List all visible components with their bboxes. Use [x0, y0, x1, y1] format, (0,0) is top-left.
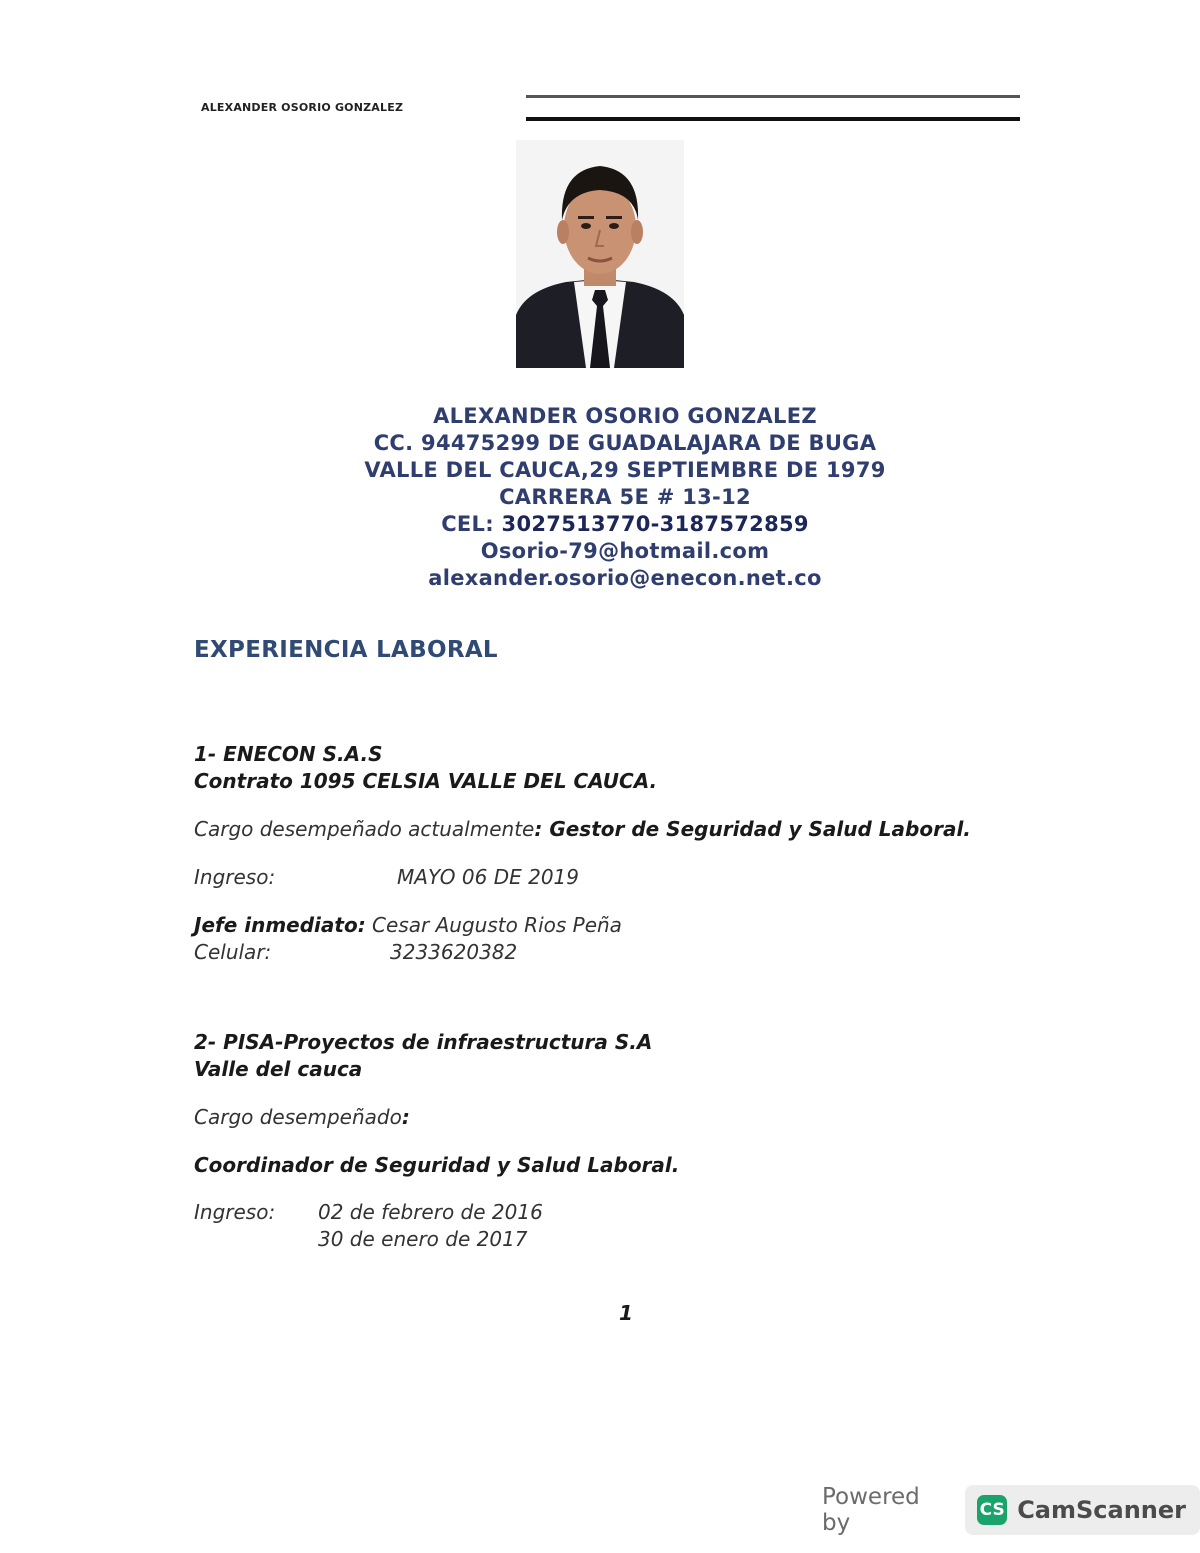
contact-cel-line — [300, 511, 950, 538]
camscanner-logo-box — [965, 1485, 1200, 1535]
job1-role-colon: : — [534, 817, 543, 841]
camscanner-brand: CamScanner — [1017, 1496, 1186, 1524]
job2-role-label: Cargo desempeñado — [194, 1105, 402, 1129]
job2-start-label: Ingreso: — [194, 1200, 276, 1224]
header-rule-thin — [526, 95, 1020, 98]
camscanner-badge — [822, 1484, 1200, 1536]
job1-role-label: Cargo desempeñado actualmente — [194, 817, 535, 841]
header-rule-thick — [526, 117, 1020, 121]
contact-id-line: CC. 94475299 DE GUADALAJARA DE BUGA — [373, 431, 877, 455]
contact-block — [300, 403, 950, 592]
job1-phone-label: Celular: — [194, 940, 272, 964]
job1-boss-value: Cesar Augusto Rios Peña — [365, 913, 622, 937]
job1-contract: Contrato 1095 CELSIA VALLE DEL CAUCA. — [194, 769, 658, 793]
job1-start-label: Ingreso: — [194, 865, 276, 889]
job2-company: 2- PISA-Proyectos de infraestructura S.A — [194, 1030, 653, 1054]
job1-role-value: Gestor de Seguridad y Salud Laboral. — [542, 817, 971, 841]
job1-role-line — [194, 816, 971, 843]
job2-role-label-line — [194, 1104, 410, 1131]
camscanner-logo-icon: CS — [977, 1495, 1007, 1525]
page-number: 1 — [619, 1301, 633, 1325]
powered-by-label: Powered by — [822, 1484, 920, 1536]
contact-birth-line: VALLE DEL CAUCA,29 SEPTIEMBRE DE 1979 — [364, 458, 886, 482]
job2-role-colon: : — [401, 1105, 410, 1129]
job1-boss-line — [194, 912, 622, 939]
job2-start-value: 02 de febrero de 2016 — [318, 1200, 543, 1224]
section-title-experience: EXPERIENCIA LABORAL — [194, 637, 498, 663]
profile-photo — [516, 140, 684, 368]
job2-end-value: 30 de enero de 2017 — [318, 1227, 528, 1251]
job2-location: Valle del cauca — [194, 1057, 363, 1081]
contact-email-1: Osorio-79@hotmail.com — [480, 539, 770, 563]
contact-cel-label: CEL: — [441, 512, 502, 536]
job1-company: 1- ENECON S.A.S — [194, 742, 383, 766]
contact-cel-numbers: 3027513770-3187572859 — [501, 512, 809, 536]
contact-address: CARRERA 5E # 13-12 — [499, 485, 751, 509]
contact-email-2: alexander.osorio@enecon.net.co — [428, 566, 822, 590]
job1-start-value: MAYO 06 DE 2019 — [397, 865, 580, 889]
job2-role-value: Coordinador de Seguridad y Salud Laboral. — [194, 1153, 680, 1177]
header-name: ALEXANDER OSORIO GONZALEZ — [201, 101, 404, 114]
contact-name: ALEXANDER OSORIO GONZALEZ — [433, 404, 817, 428]
job1-phone-value: 3233620382 — [390, 940, 518, 964]
job1-boss-label: Jefe inmediato: — [194, 913, 366, 937]
